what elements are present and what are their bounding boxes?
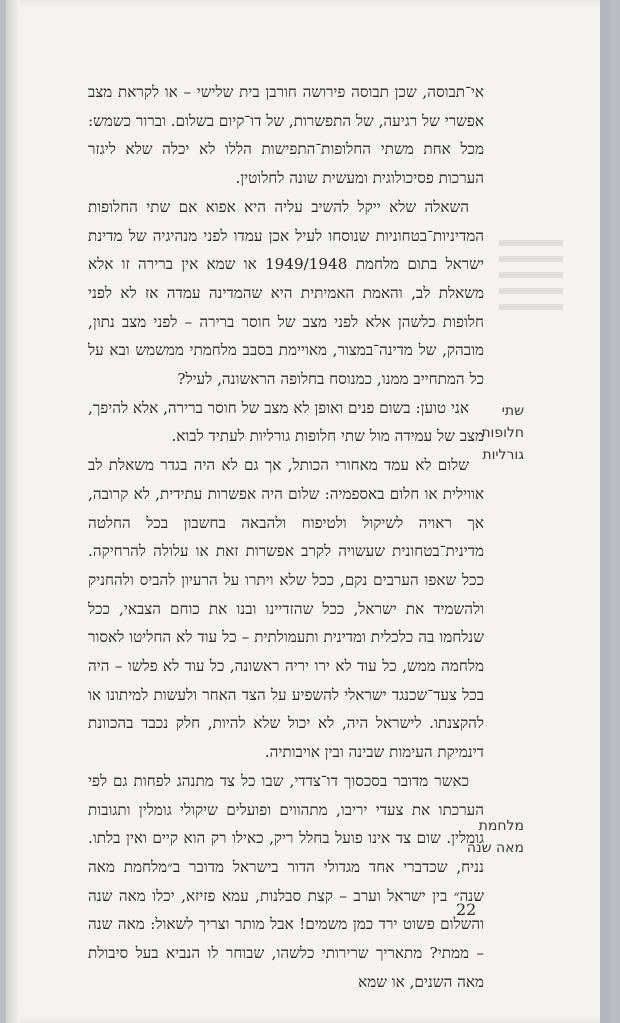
paragraph-4: שלום לא עמד מאחורי הכותל, אך גם לא היה בגדר משאלת לב אווילית או חלום באספמיה: שלום היה אפשרות עתידית, לא קרובה, אך ראויה לשיקול ולטיפוח ולהבאה בחשבון בכל החלטה מדינית־בטחונית שעשויה לקרב אפשרות זאת או עלולה להרחיקה. ככל שאפו הערבים נקם, ככל שלא ויתרו על הרעיון להביס ולהחניק ולהשמיד את ישראל, ככל שהזדיינו ובנו את כוחם הצבאי, ככל שנלחמו בה כלכלית ומדינית ותעמולתית – כל עוד לא החליטו לאסור מלחמה ממש, כל עוד לא ירו יריה ראשונה, כל עוד לא פלשו – היה בכל צעד־שכנגד ישראלי להשפיע על הצד האחר ולעשות למיתונו או להקצנתו. לישראל היה, לא יכול שלא להיות, חלק נכבד בהכוונת דינמיקת העימות שבינה ובין אויבותיה. <box>88 456 484 762</box>
page-gutter-shadow <box>6 0 20 1023</box>
book-page <box>6 0 610 1023</box>
bleed-through-text <box>499 240 563 310</box>
paragraph-3: אני טוען: בשום פנים ואופן לא מצב של חוסר ברירה, אלא להיפך, מצב של עמידה מול שתי חלופות גורליות לעתיד לבוא. <box>88 398 484 446</box>
margin-note-hundred-years-war: מלחמת מאה שנה <box>466 818 524 856</box>
body-text <box>88 78 484 997</box>
paragraph-1: אי־תבוסה, שכן תבוסה פירושה חורבן בית שלישי – או לקראת מצב אפשרי של רגיעה, של התפשרות, של דו־קיום בשלום. וברור כשמש: מכל אחת משתי החלופות־התפישות הללו לא יכלה שלא ליגזר הערכות פסיכולוגית ומעשית שונה לחלוטין. <box>88 83 484 188</box>
margin-note-two-fateful-alternatives: שתי חלופות גורליות <box>481 403 524 463</box>
page-number: 22 <box>456 900 477 919</box>
paragraph-5: כאשר מדובר בסכסוך דו־צדדי, שבו כל צד מתנהג לפחות גם לפי הערכתו את צעדי יריבו, מתהווים ופועלים שיקולי גומלין ותגובות גומלין. שום צד אינו פועל בחלל ריק, כאילו רק הוא קיים ואין בלתו. נניח, שכדברי אחד מגדולי הדור בישראל מדובר ב״מלחמת מאה שנה״ בין ישראל וערב – קצת סבלנות, עמא פזיזא, יכלו מאה שנה והשלום פשוט ירד כמן משמים! אבל מותר וצריך לשאול: מאה שנה – ממתי? מתאריך שרירותי כלשהו, שבוחר לו הנביא בעל סיבולת מאה השנים, או שמא <box>88 771 484 991</box>
page-edge <box>600 0 610 1023</box>
paragraph-2: השאלה שלא ייקל להשיב עליה היא אפוא אם שתי החלופות המדיניות־בטחוניות שנוסחו לעיל אכן עמדו לפני מנהיגיה של מדינת ישראל בתום מלחמת 1949/1948 או שמא אין ברירה זו אלא משאלת לב, והאמת האמיתית היא שהמדינה עמדה אז לא לפני חלופות כלשהן אלא לפני מצב של חוסר ברירה – לפני מצב נתון, מובהק, של מדינה־במצור, מאויימת בסבב מלחמתי ממשמש ובא על כל המתחייב ממנו, כמנוסח בחלופה הראשונה, לעיל? <box>88 197 484 389</box>
